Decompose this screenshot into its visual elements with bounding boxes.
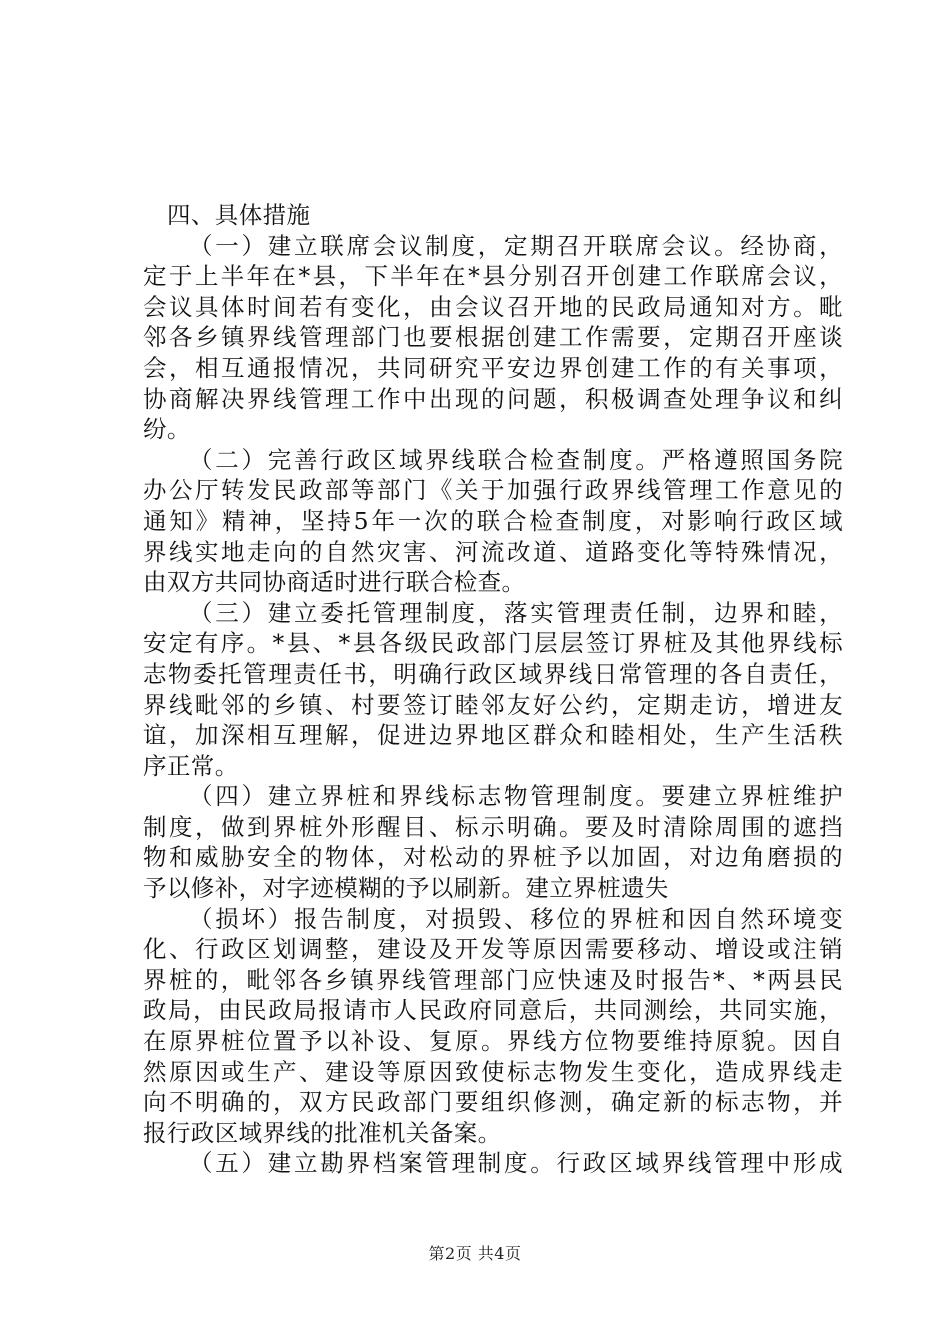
paragraph-line: 然原因或生产、建设等原因致使标志物发生变化，造成界线走 [143,1057,843,1086]
paragraph-line: （一）建立联席会议制度，定期召开联席会议。经协商， [189,231,843,260]
paragraph-line: 报行政区域界线的批准机关备案。 [143,1118,502,1147]
paragraph-line: 序正常。 [143,751,239,780]
paragraph-line: 物和威胁安全的物体，对松动的界桩予以加固，对边角磨损的 [143,843,843,872]
document-body [143,200,843,1179]
paragraph-line: 界线实地走向的自然灾害、河流改道、道路变化等特殊情况， [143,537,843,566]
paragraph-line: 界线毗邻的乡镇、村要签订睦邻友好公约，定期走访，增进友 [143,690,843,719]
paragraph-line: 谊，加深相互理解，促进边界地区群众和睦相处，生产生活秩 [143,721,843,750]
paragraph-line: 制度，做到界桩外形醒目、标示明确。要及时清除周围的遮挡 [143,812,843,841]
paragraph-line: （五）建立勘界档案管理制度。行政区域界线管理中形成 [189,1149,843,1178]
paragraph-line: 会，相互通报情况，共同研究平安边界创建工作的有关事项， [143,353,843,382]
paragraph-line: 定于上半年在*县，下半年在*县分别召开创建工作联席会议， [143,262,843,291]
paragraph-line: 通知》精神，坚持5年一次的联合检查制度，对影响行政区域 [143,506,843,535]
paragraph-line: 化、行政区划调整，建设及开发等原因需要移动、增设或注销 [143,935,843,964]
page-number-footer: 第2页 共4页 [428,1244,522,1263]
paragraph-line: 界桩的，毗邻各乡镇界线管理部门应快速及时报告*、*两县民 [143,965,843,994]
section-heading: 四、具体措施 [167,201,311,229]
paragraph-line: 安定有序。*县、*县各级民政部门层层签订界桩及其他界线标 [143,629,843,658]
paragraph-line: 由双方共同协商适时进行联合检查。 [143,568,526,597]
paragraph-line: 在原界桩位置予以补设、复原。界线方位物要维持原貌。因自 [143,1027,843,1056]
paragraph-line: （三）建立委托管理制度，落实管理责任制，边界和睦， [189,598,843,627]
paragraph-line: 志物委托管理责任书，明确行政区域界线日常管理的各自责任， [143,659,843,688]
paragraph-line: 纷。 [143,415,191,444]
paragraph-line: 会议具体时间若有变化，由会议召开地的民政局通知对方。毗 [143,292,843,321]
paragraph-line: 办公厅转发民政部等部门《关于加强行政界线管理工作意见的 [143,476,843,505]
paragraph-line: 协商解决界线管理工作中出现的问题，积极调查处理争议和纠 [143,384,843,413]
paragraph-line: （损坏）报告制度，对损毁、移位的界桩和因自然环境变 [189,904,843,933]
paragraph-line: （四）建立界桩和界线标志物管理制度。要建立界桩维护 [189,782,843,811]
paragraph-line: （二）完善行政区域界线联合检查制度。严格遵照国务院 [189,445,843,474]
paragraph-line: 向不明确的，双方民政部门要组织修测，确定新的标志物，并 [143,1088,843,1117]
paragraph-line: 政局，由民政局报请市人民政府同意后，共同测绘，共同实施， [143,996,843,1025]
paragraph-line: 予以修补，对字迹模糊的予以刷新。建立界桩遗失 [143,874,669,903]
paragraph-line: 邻各乡镇界线管理部门也要根据创建工作需要，定期召开座谈 [143,323,843,352]
